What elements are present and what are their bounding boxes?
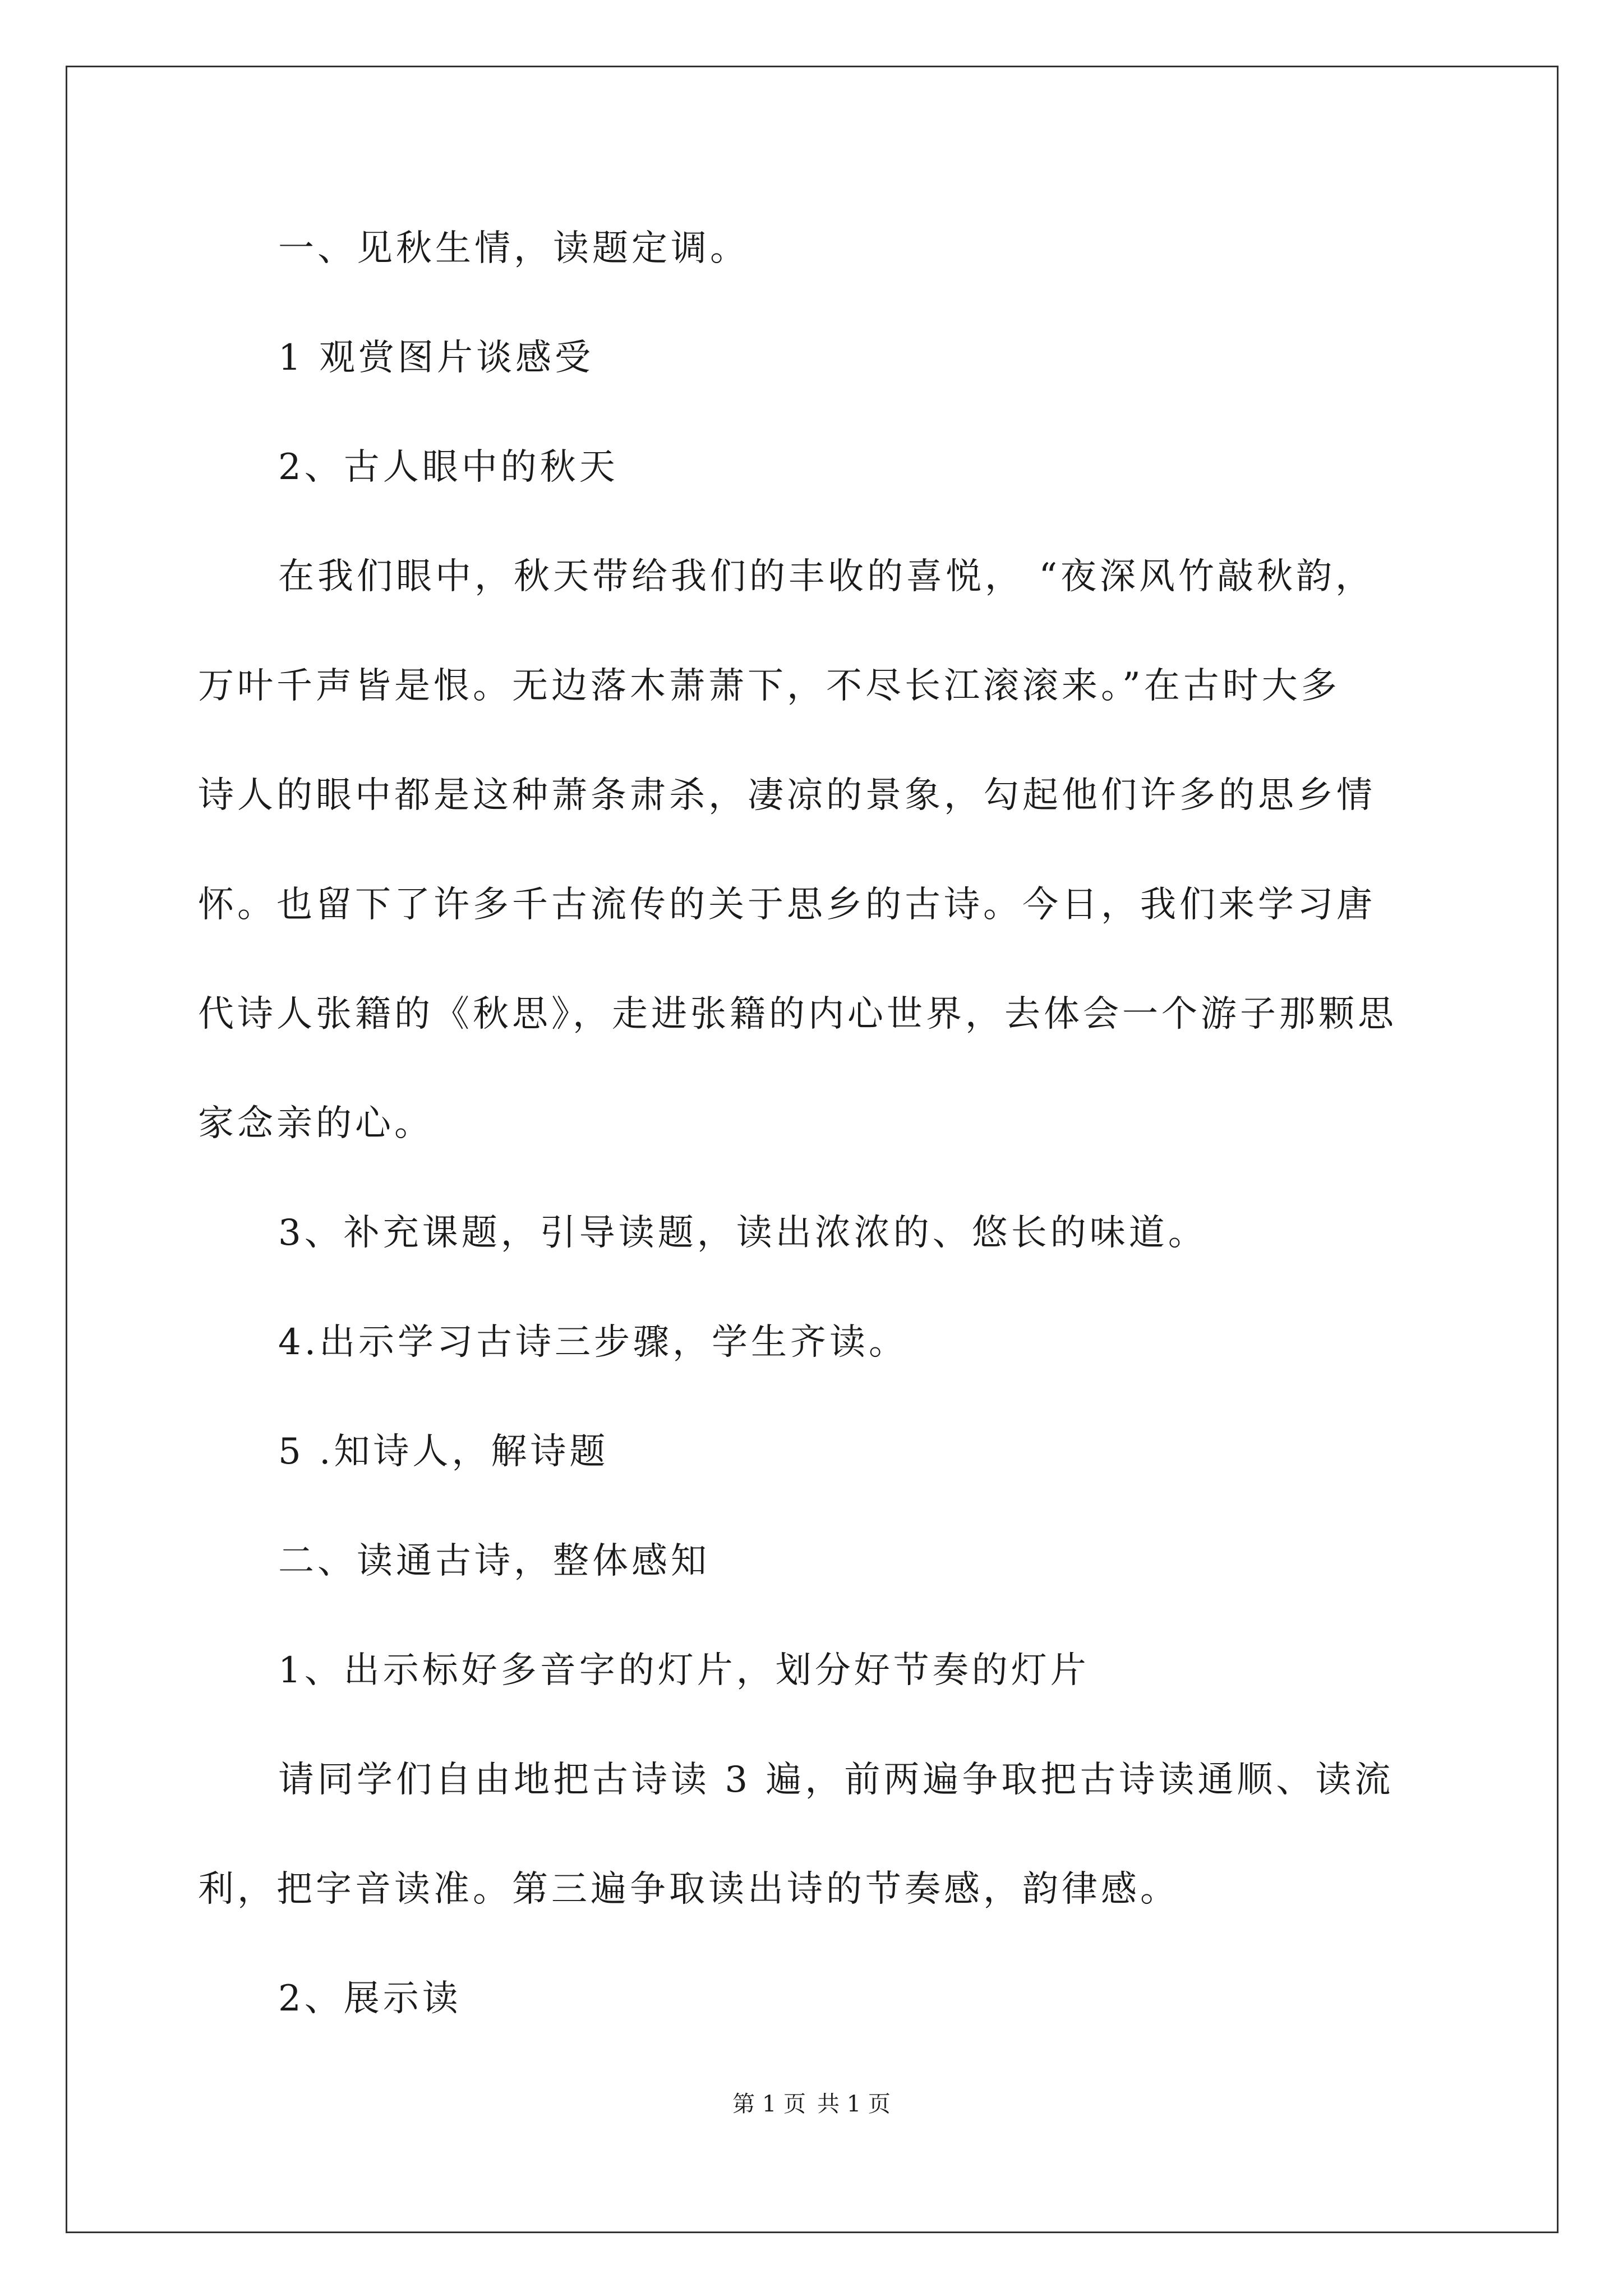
paragraph-line: 利，把字音读准。第三遍争取读出诗的节奏感，韵律感。 xyxy=(198,1869,1179,1910)
section-heading: 二、读通古诗，整体感知 xyxy=(278,1540,710,1582)
paragraph-line: 怀。也留下了许多千古流传的关于思乡的古诗。今日，我们来学习唐 xyxy=(198,884,1376,926)
paragraph-line: 诗人的眼中都是这种萧条肃杀，凄凉的景象，勾起他们许多的思乡情 xyxy=(198,775,1376,816)
list-item: 1 观赏图片谈感受 xyxy=(278,337,594,379)
paragraph-line: 在我们眼中，秋天带给我们的丰收的喜悦， “夜深风竹敲秋韵， xyxy=(278,556,1375,597)
list-item: 4.出示学习古诗三步骤，学生齐读。 xyxy=(278,1322,909,1363)
list-item: 3、补充课题，引导读题，读出浓浓的、悠长的味道。 xyxy=(278,1212,1207,1254)
list-item: 5 .知诗人，解诗题 xyxy=(278,1431,609,1473)
page-number: 第 1 页 xyxy=(732,2091,806,2117)
page-total: 共 1 页 xyxy=(817,2091,891,2117)
list-item: 1、出示标好多音字的灯片，划分好节奏的灯片 xyxy=(278,1650,1090,1691)
section-heading: 一、见秋生情，读题定调。 xyxy=(278,228,749,269)
page-footer xyxy=(0,2090,1623,2119)
list-item: 2、古人眼中的秋天 xyxy=(278,447,619,488)
paragraph-line: 万叶千声皆是恨。无边落木萧萧下，不尽长江滚滚来。”在古时大多 xyxy=(198,665,1340,707)
list-item: 2、展示读 xyxy=(278,1978,462,2019)
paragraph-line: 请同学们自由地把古诗读 3 遍，前两遍争取把古诗读通顺、读流 xyxy=(278,1759,1394,1801)
paragraph-line: 代诗人张籍的《秋思》，走进张籍的内心世界，去体会一个游子那颗思 xyxy=(198,993,1397,1035)
paragraph-line: 家念亲的心。 xyxy=(198,1103,434,1144)
